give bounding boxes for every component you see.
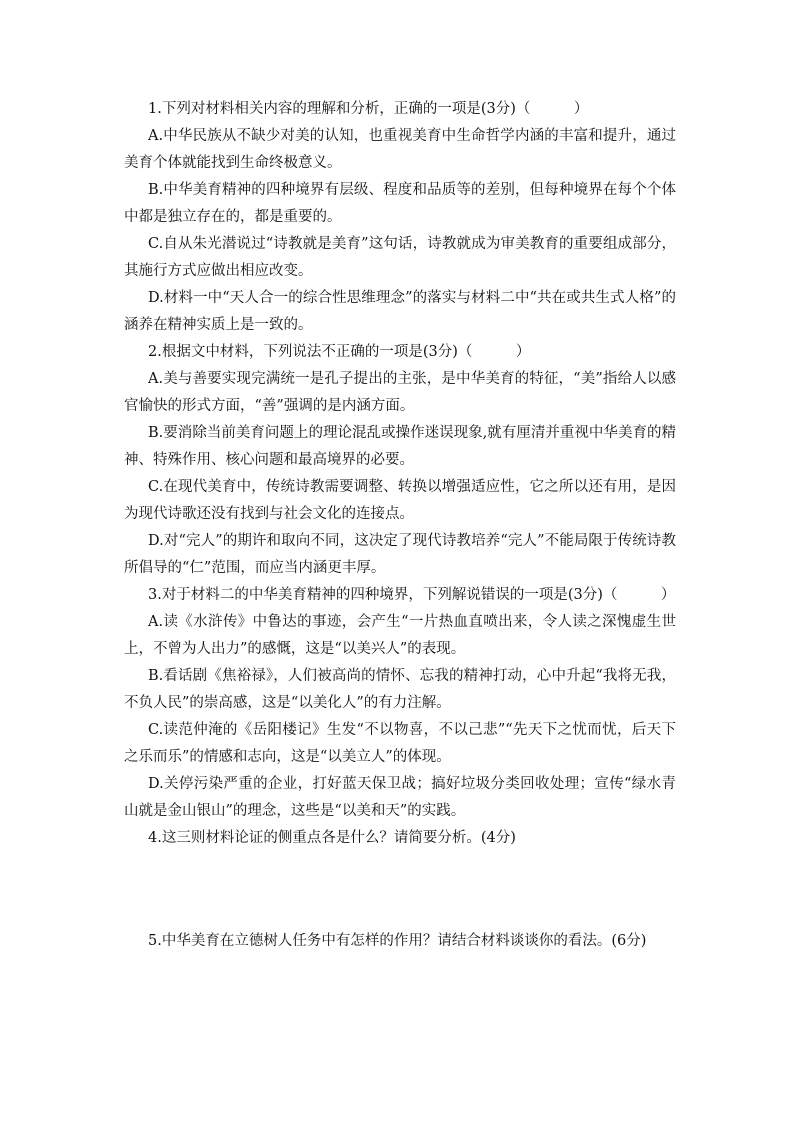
question-2-stem: 2.根据文中材料，下列说法不正确的一项是(3分)（ ） bbox=[148, 344, 531, 360]
question-4-stem: 4.这三则材料论证的侧重点各是什么？请简要分析。(4分) bbox=[148, 830, 516, 846]
question-2-option-b: B.要消除当前美育问题上的理论混乱或操作迷误现象,就有厘清并重视中华美育的精神、特殊作用、核心问题和最高境界的必要。 bbox=[124, 425, 676, 468]
question-3-stem: 3.对于材料二的中华美育精神的四种境界，下列解说错误的一项是(3分)（ ） bbox=[148, 587, 676, 603]
question-1-option-d: D.材料一中“天人合一的综合性思维理念”的落实与材料二中“共在或共生式人格”的涵养在精神实质上是一致的。 bbox=[124, 290, 676, 333]
question-1-option-b: B.中华美育精神的四种境界有层级、程度和品质等的差别，但每种境界在每个个体中都是独立存在的，都是重要的。 bbox=[124, 182, 676, 225]
question-3-option-a: A.读《水浒传》中鲁达的事迹，会产生“一片热血直喷出来，令人读之深愧虚生世上，不曾为人出力”的感慨，这是“以美兴人”的表现。 bbox=[124, 614, 676, 657]
question-3-option-d: D.关停污染严重的企业，打好蓝天保卫战；搞好垃圾分类回收处理；宣传“绿水青山就是金山银山”的理念，这些是“以美和天”的实践。 bbox=[124, 776, 676, 819]
question-3-option-b: B.看话剧《焦裕禄》，人们被高尚的情怀、忘我的精神打动，心中升起“我将无我，不负人民”的崇高感，这是“以美化人”的有力注解。 bbox=[124, 668, 676, 711]
question-1-stem: 1.下列对材料相关内容的理解和分析，正确的一项是(3分)（ ） bbox=[148, 101, 589, 117]
answer-space-question-4 bbox=[124, 852, 676, 928]
question-2-option-c: C.在现代美育中，传统诗教需要调整、转换以增强适应性，它之所以还有用，是因为现代诗歌还没有找到与社会文化的连接点。 bbox=[124, 479, 676, 522]
question-5-stem: 5.中华美育在立德树人任务中有怎样的作用？请结合材料谈谈你的看法。(6分) bbox=[148, 933, 647, 949]
question-3-option-c: C.读范仲淹的《岳阳楼记》生发“不以物喜，不以己悲”“先天下之忧而忧，后天下之乐而乐”的情感和志向，这是“以美立人”的体现。 bbox=[124, 722, 676, 765]
question-1-option-a: A.中华民族从不缺少对美的认知，也重视美育中生命哲学内涵的丰富和提升，通过美育个体就能找到生命终极意义。 bbox=[124, 128, 676, 171]
question-2-option-d: D.对“完人”的期许和取向不同，这决定了现代诗教培养“完人”不能局限于传统诗教所倡导的“仁”范围，而应当内涵更丰厚。 bbox=[124, 533, 676, 576]
question-1-option-c: C.自从朱光潜说过“诗教就是美育”这句话，诗教就成为审美教育的重要组成部分，其施行方式应做出相应改变。 bbox=[124, 236, 676, 279]
question-2-option-a: A.美与善要实现完满统一是孔子提出的主张，是中华美育的特征，“美”指给人以感官愉快的形式方面，“善”强调的是内涵方面。 bbox=[124, 371, 676, 414]
question-list bbox=[124, 96, 676, 955]
